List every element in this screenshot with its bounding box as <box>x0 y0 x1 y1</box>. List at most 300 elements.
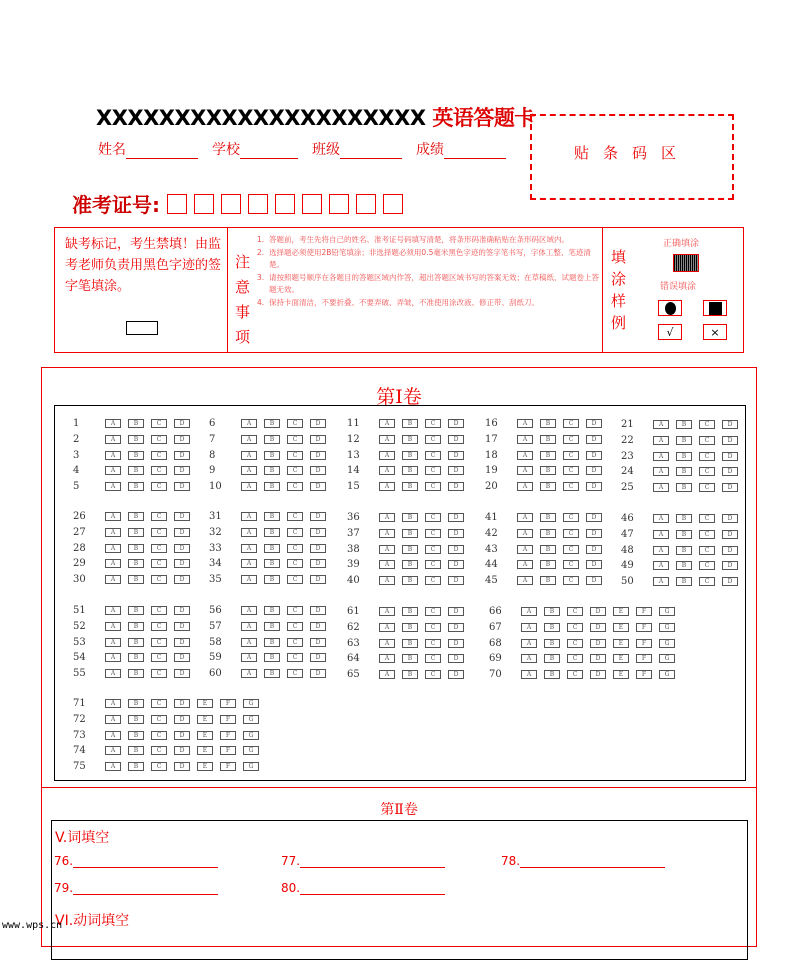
option-bubble[interactable]: C <box>567 607 583 616</box>
option-bubble[interactable]: C <box>287 528 303 537</box>
option-bubble[interactable]: D <box>448 607 464 616</box>
option-bubble[interactable]: E <box>613 654 629 663</box>
option-bubble[interactable]: A <box>105 762 121 771</box>
option-bubble[interactable]: D <box>310 435 326 444</box>
option-bubble[interactable]: C <box>699 467 715 476</box>
option-bubble[interactable]: D <box>310 575 326 584</box>
option-bubble[interactable]: B <box>264 622 280 631</box>
option-bubble[interactable]: A <box>241 606 257 615</box>
option-bubble[interactable]: A <box>105 575 121 584</box>
option-bubble[interactable]: D <box>586 545 602 554</box>
option-bubble[interactable]: B <box>128 715 144 724</box>
option-bubble[interactable]: B <box>676 561 692 570</box>
option-bubble[interactable]: B <box>544 654 560 663</box>
option-bubble[interactable]: C <box>287 512 303 521</box>
option-bubble[interactable]: C <box>287 466 303 475</box>
option-bubble[interactable]: C <box>151 653 167 662</box>
option-bubble[interactable]: D <box>174 482 190 491</box>
option-bubble[interactable]: D <box>586 576 602 585</box>
option-bubble[interactable]: D <box>310 653 326 662</box>
option-bubble[interactable]: D <box>448 451 464 460</box>
option-bubble[interactable]: G <box>659 639 675 648</box>
option-bubble[interactable]: C <box>563 482 579 491</box>
option-bubble[interactable]: A <box>105 606 121 615</box>
option-bubble[interactable]: B <box>402 435 418 444</box>
option-bubble[interactable]: E <box>197 746 213 755</box>
option-bubble[interactable]: C <box>151 528 167 537</box>
option-bubble[interactable]: B <box>676 577 692 586</box>
option-bubble[interactable]: B <box>540 466 556 475</box>
option-bubble[interactable]: A <box>105 451 121 460</box>
option-bubble[interactable]: D <box>310 622 326 631</box>
option-bubble[interactable]: F <box>220 699 236 708</box>
blank-input[interactable] <box>73 854 218 868</box>
option-bubble[interactable]: B <box>544 670 560 679</box>
option-bubble[interactable]: B <box>128 482 144 491</box>
option-bubble[interactable]: E <box>613 639 629 648</box>
option-bubble[interactable]: C <box>287 419 303 428</box>
option-bubble[interactable]: A <box>241 451 257 460</box>
option-bubble[interactable]: E <box>613 670 629 679</box>
option-bubble[interactable]: B <box>128 435 144 444</box>
option-bubble[interactable]: C <box>425 654 441 663</box>
option-bubble[interactable]: D <box>590 670 606 679</box>
option-bubble[interactable]: B <box>540 435 556 444</box>
option-bubble[interactable]: D <box>722 530 738 539</box>
option-bubble[interactable]: C <box>287 622 303 631</box>
option-bubble[interactable]: A <box>653 483 669 492</box>
option-bubble[interactable]: A <box>521 623 537 632</box>
option-bubble[interactable]: C <box>567 639 583 648</box>
option-bubble[interactable]: C <box>151 669 167 678</box>
option-bubble[interactable]: D <box>174 653 190 662</box>
option-bubble[interactable]: A <box>105 482 121 491</box>
option-bubble[interactable]: B <box>264 482 280 491</box>
option-bubble[interactable]: B <box>128 731 144 740</box>
option-bubble[interactable]: B <box>544 623 560 632</box>
option-bubble[interactable]: D <box>448 529 464 538</box>
option-bubble[interactable]: A <box>241 419 257 428</box>
option-bubble[interactable]: C <box>567 654 583 663</box>
option-bubble[interactable]: A <box>379 607 395 616</box>
option-bubble[interactable]: A <box>653 436 669 445</box>
option-bubble[interactable]: B <box>402 451 418 460</box>
option-bubble[interactable]: D <box>722 514 738 523</box>
option-bubble[interactable]: F <box>220 746 236 755</box>
option-bubble[interactable]: D <box>586 419 602 428</box>
option-bubble[interactable]: D <box>586 435 602 444</box>
option-bubble[interactable]: A <box>379 639 395 648</box>
option-bubble[interactable]: A <box>379 466 395 475</box>
option-bubble[interactable]: B <box>540 529 556 538</box>
option-bubble[interactable]: D <box>448 419 464 428</box>
option-bubble[interactable]: G <box>659 670 675 679</box>
option-bubble[interactable]: A <box>379 576 395 585</box>
option-bubble[interactable]: A <box>105 746 121 755</box>
option-bubble[interactable]: D <box>586 529 602 538</box>
option-bubble[interactable]: A <box>105 419 121 428</box>
option-bubble[interactable]: F <box>220 715 236 724</box>
option-bubble[interactable]: A <box>517 419 533 428</box>
option-bubble[interactable]: D <box>448 670 464 679</box>
option-bubble[interactable]: C <box>425 560 441 569</box>
option-bubble[interactable]: B <box>544 607 560 616</box>
option-bubble[interactable]: E <box>613 607 629 616</box>
option-bubble[interactable]: A <box>105 638 121 647</box>
option-bubble[interactable]: D <box>586 513 602 522</box>
option-bubble[interactable]: B <box>264 451 280 460</box>
info-field-input[interactable] <box>340 144 402 159</box>
option-bubble[interactable]: C <box>425 513 441 522</box>
option-bubble[interactable]: D <box>722 546 738 555</box>
option-bubble[interactable]: B <box>128 512 144 521</box>
option-bubble[interactable]: B <box>402 639 418 648</box>
option-bubble[interactable]: B <box>402 560 418 569</box>
option-bubble[interactable]: D <box>590 623 606 632</box>
option-bubble[interactable]: C <box>425 607 441 616</box>
option-bubble[interactable]: C <box>287 575 303 584</box>
option-bubble[interactable]: A <box>105 715 121 724</box>
option-bubble[interactable]: D <box>174 435 190 444</box>
option-bubble[interactable]: C <box>151 419 167 428</box>
option-bubble[interactable]: E <box>197 731 213 740</box>
option-bubble[interactable]: D <box>310 559 326 568</box>
option-bubble[interactable]: B <box>264 466 280 475</box>
option-bubble[interactable]: D <box>590 639 606 648</box>
option-bubble[interactable]: D <box>722 452 738 461</box>
option-bubble[interactable]: D <box>174 528 190 537</box>
option-bubble[interactable]: G <box>659 623 675 632</box>
option-bubble[interactable]: B <box>402 466 418 475</box>
exam-number-digit-box[interactable] <box>275 194 295 214</box>
option-bubble[interactable]: B <box>128 575 144 584</box>
option-bubble[interactable]: A <box>653 420 669 429</box>
option-bubble[interactable]: C <box>287 669 303 678</box>
option-bubble[interactable]: B <box>402 670 418 679</box>
option-bubble[interactable]: A <box>379 545 395 554</box>
option-bubble[interactable]: B <box>128 419 144 428</box>
option-bubble[interactable]: C <box>287 653 303 662</box>
option-bubble[interactable]: A <box>379 513 395 522</box>
option-bubble[interactable]: D <box>310 669 326 678</box>
option-bubble[interactable]: B <box>676 530 692 539</box>
blank-input[interactable] <box>300 881 445 895</box>
option-bubble[interactable]: A <box>241 653 257 662</box>
option-bubble[interactable]: D <box>174 544 190 553</box>
option-bubble[interactable]: D <box>448 654 464 663</box>
option-bubble[interactable]: A <box>105 669 121 678</box>
option-bubble[interactable]: C <box>567 670 583 679</box>
option-bubble[interactable]: B <box>540 482 556 491</box>
option-bubble[interactable]: A <box>379 482 395 491</box>
option-bubble[interactable]: A <box>379 670 395 679</box>
option-bubble[interactable]: C <box>425 529 441 538</box>
option-bubble[interactable]: C <box>699 514 715 523</box>
option-bubble[interactable]: F <box>636 623 652 632</box>
option-bubble[interactable]: B <box>402 545 418 554</box>
option-bubble[interactable]: D <box>174 622 190 631</box>
option-bubble[interactable]: A <box>517 435 533 444</box>
option-bubble[interactable]: D <box>448 576 464 585</box>
info-field-input[interactable] <box>444 144 506 159</box>
option-bubble[interactable]: A <box>241 512 257 521</box>
option-bubble[interactable]: D <box>448 623 464 632</box>
option-bubble[interactable]: C <box>699 483 715 492</box>
option-bubble[interactable]: C <box>425 435 441 444</box>
option-bubble[interactable]: A <box>653 514 669 523</box>
option-bubble[interactable]: B <box>540 560 556 569</box>
option-bubble[interactable]: C <box>151 606 167 615</box>
option-bubble[interactable]: A <box>241 575 257 584</box>
option-bubble[interactable]: C <box>563 435 579 444</box>
option-bubble[interactable]: A <box>653 467 669 476</box>
option-bubble[interactable]: B <box>128 606 144 615</box>
option-bubble[interactable]: D <box>586 560 602 569</box>
exam-number-digit-box[interactable] <box>302 194 322 214</box>
option-bubble[interactable]: A <box>241 544 257 553</box>
option-bubble[interactable]: D <box>174 638 190 647</box>
option-bubble[interactable]: D <box>448 545 464 554</box>
option-bubble[interactable]: C <box>425 482 441 491</box>
blank-input[interactable] <box>73 881 218 895</box>
option-bubble[interactable]: A <box>105 528 121 537</box>
option-bubble[interactable]: A <box>105 731 121 740</box>
option-bubble[interactable]: C <box>567 623 583 632</box>
option-bubble[interactable]: G <box>659 654 675 663</box>
option-bubble[interactable]: C <box>151 559 167 568</box>
option-bubble[interactable]: B <box>402 576 418 585</box>
option-bubble[interactable]: G <box>243 699 259 708</box>
option-bubble[interactable]: E <box>613 623 629 632</box>
option-bubble[interactable]: D <box>590 654 606 663</box>
option-bubble[interactable]: C <box>699 420 715 429</box>
option-bubble[interactable]: E <box>197 699 213 708</box>
option-bubble[interactable]: D <box>722 483 738 492</box>
option-bubble[interactable]: B <box>128 451 144 460</box>
option-bubble[interactable]: B <box>128 746 144 755</box>
option-bubble[interactable]: D <box>174 699 190 708</box>
exam-number-digit-box[interactable] <box>329 194 349 214</box>
option-bubble[interactable]: C <box>287 482 303 491</box>
option-bubble[interactable]: B <box>264 606 280 615</box>
exam-number-digit-box[interactable] <box>383 194 403 214</box>
option-bubble[interactable]: B <box>264 669 280 678</box>
option-bubble[interactable]: B <box>402 654 418 663</box>
option-bubble[interactable]: A <box>379 623 395 632</box>
option-bubble[interactable]: D <box>310 512 326 521</box>
option-bubble[interactable]: D <box>310 544 326 553</box>
option-bubble[interactable]: A <box>521 607 537 616</box>
option-bubble[interactable]: D <box>448 466 464 475</box>
option-bubble[interactable]: A <box>517 545 533 554</box>
option-bubble[interactable]: D <box>174 606 190 615</box>
option-bubble[interactable]: A <box>241 466 257 475</box>
option-bubble[interactable]: B <box>264 638 280 647</box>
option-bubble[interactable]: C <box>699 561 715 570</box>
option-bubble[interactable]: F <box>636 670 652 679</box>
option-bubble[interactable]: B <box>676 483 692 492</box>
option-bubble[interactable]: A <box>379 529 395 538</box>
option-bubble[interactable]: B <box>264 419 280 428</box>
option-bubble[interactable]: A <box>517 451 533 460</box>
option-bubble[interactable]: A <box>517 576 533 585</box>
option-bubble[interactable]: D <box>722 420 738 429</box>
blank-input[interactable] <box>520 854 665 868</box>
option-bubble[interactable]: A <box>241 482 257 491</box>
option-bubble[interactable]: B <box>402 419 418 428</box>
exam-number-digit-box[interactable] <box>356 194 376 214</box>
option-bubble[interactable]: D <box>448 482 464 491</box>
option-bubble[interactable]: A <box>105 544 121 553</box>
option-bubble[interactable]: B <box>540 545 556 554</box>
option-bubble[interactable]: C <box>151 731 167 740</box>
option-bubble[interactable]: B <box>676 467 692 476</box>
option-bubble[interactable]: C <box>563 560 579 569</box>
option-bubble[interactable]: B <box>128 653 144 662</box>
option-bubble[interactable]: D <box>586 466 602 475</box>
option-bubble[interactable]: C <box>563 576 579 585</box>
option-bubble[interactable]: C <box>425 639 441 648</box>
exam-number-digit-box[interactable] <box>221 194 241 214</box>
option-bubble[interactable]: B <box>264 575 280 584</box>
option-bubble[interactable]: A <box>105 622 121 631</box>
option-bubble[interactable]: D <box>722 561 738 570</box>
option-bubble[interactable]: C <box>287 638 303 647</box>
option-bubble[interactable]: D <box>174 466 190 475</box>
option-bubble[interactable]: B <box>128 466 144 475</box>
option-bubble[interactable]: B <box>128 559 144 568</box>
option-bubble[interactable]: C <box>151 435 167 444</box>
option-bubble[interactable]: D <box>722 577 738 586</box>
option-bubble[interactable]: C <box>151 451 167 460</box>
option-bubble[interactable]: B <box>128 638 144 647</box>
option-bubble[interactable]: G <box>243 715 259 724</box>
option-bubble[interactable]: B <box>540 419 556 428</box>
option-bubble[interactable]: D <box>310 466 326 475</box>
option-bubble[interactable]: C <box>151 482 167 491</box>
option-bubble[interactable]: G <box>243 731 259 740</box>
option-bubble[interactable]: G <box>243 746 259 755</box>
option-bubble[interactable]: D <box>448 639 464 648</box>
blank-input[interactable] <box>300 854 445 868</box>
option-bubble[interactable]: C <box>151 699 167 708</box>
absent-checkbox[interactable] <box>126 321 158 335</box>
option-bubble[interactable]: A <box>241 528 257 537</box>
info-field-input[interactable] <box>126 144 198 159</box>
option-bubble[interactable]: F <box>636 654 652 663</box>
option-bubble[interactable]: G <box>243 762 259 771</box>
option-bubble[interactable]: F <box>220 762 236 771</box>
option-bubble[interactable]: B <box>128 622 144 631</box>
option-bubble[interactable]: C <box>151 622 167 631</box>
option-bubble[interactable]: B <box>264 559 280 568</box>
option-bubble[interactable]: D <box>722 436 738 445</box>
option-bubble[interactable]: B <box>676 452 692 461</box>
option-bubble[interactable]: E <box>197 715 213 724</box>
option-bubble[interactable]: D <box>174 746 190 755</box>
option-bubble[interactable]: B <box>540 576 556 585</box>
option-bubble[interactable]: D <box>174 731 190 740</box>
option-bubble[interactable]: B <box>264 653 280 662</box>
option-bubble[interactable]: A <box>653 530 669 539</box>
option-bubble[interactable]: C <box>425 451 441 460</box>
option-bubble[interactable]: A <box>653 452 669 461</box>
option-bubble[interactable]: B <box>544 639 560 648</box>
option-bubble[interactable]: B <box>264 528 280 537</box>
option-bubble[interactable]: C <box>151 466 167 475</box>
option-bubble[interactable]: A <box>105 466 121 475</box>
option-bubble[interactable]: B <box>264 512 280 521</box>
option-bubble[interactable]: C <box>425 419 441 428</box>
option-bubble[interactable]: D <box>174 762 190 771</box>
option-bubble[interactable]: G <box>659 607 675 616</box>
option-bubble[interactable]: B <box>676 546 692 555</box>
option-bubble[interactable]: B <box>264 544 280 553</box>
option-bubble[interactable]: D <box>310 606 326 615</box>
option-bubble[interactable]: B <box>402 513 418 522</box>
option-bubble[interactable]: D <box>448 513 464 522</box>
exam-number-digit-box[interactable] <box>194 194 214 214</box>
option-bubble[interactable]: D <box>174 669 190 678</box>
option-bubble[interactable]: C <box>425 623 441 632</box>
option-bubble[interactable]: C <box>425 545 441 554</box>
option-bubble[interactable]: F <box>220 731 236 740</box>
option-bubble[interactable]: A <box>653 577 669 586</box>
option-bubble[interactable]: A <box>521 654 537 663</box>
option-bubble[interactable]: A <box>105 435 121 444</box>
option-bubble[interactable]: A <box>653 561 669 570</box>
option-bubble[interactable]: B <box>128 669 144 678</box>
option-bubble[interactable]: D <box>174 715 190 724</box>
option-bubble[interactable]: A <box>653 546 669 555</box>
option-bubble[interactable]: B <box>264 435 280 444</box>
option-bubble[interactable]: A <box>517 513 533 522</box>
option-bubble[interactable]: A <box>517 466 533 475</box>
option-bubble[interactable]: D <box>586 482 602 491</box>
option-bubble[interactable]: C <box>699 436 715 445</box>
option-bubble[interactable]: C <box>563 419 579 428</box>
option-bubble[interactable]: D <box>310 451 326 460</box>
option-bubble[interactable]: C <box>151 715 167 724</box>
option-bubble[interactable]: C <box>287 435 303 444</box>
option-bubble[interactable]: A <box>241 435 257 444</box>
option-bubble[interactable]: C <box>563 466 579 475</box>
option-bubble[interactable]: D <box>310 482 326 491</box>
option-bubble[interactable]: E <box>197 762 213 771</box>
option-bubble[interactable]: A <box>379 654 395 663</box>
option-bubble[interactable]: B <box>676 436 692 445</box>
option-bubble[interactable]: B <box>676 420 692 429</box>
option-bubble[interactable]: A <box>521 670 537 679</box>
option-bubble[interactable]: D <box>174 559 190 568</box>
option-bubble[interactable]: C <box>563 513 579 522</box>
option-bubble[interactable]: A <box>105 653 121 662</box>
option-bubble[interactable]: D <box>586 451 602 460</box>
option-bubble[interactable]: B <box>540 513 556 522</box>
option-bubble[interactable]: C <box>151 638 167 647</box>
option-bubble[interactable]: D <box>310 528 326 537</box>
option-bubble[interactable]: C <box>151 762 167 771</box>
option-bubble[interactable]: C <box>563 451 579 460</box>
option-bubble[interactable]: D <box>310 638 326 647</box>
option-bubble[interactable]: D <box>174 419 190 428</box>
option-bubble[interactable]: A <box>241 669 257 678</box>
option-bubble[interactable]: C <box>151 512 167 521</box>
option-bubble[interactable]: D <box>590 607 606 616</box>
option-bubble[interactable]: C <box>563 545 579 554</box>
option-bubble[interactable]: A <box>241 638 257 647</box>
option-bubble[interactable]: A <box>379 419 395 428</box>
